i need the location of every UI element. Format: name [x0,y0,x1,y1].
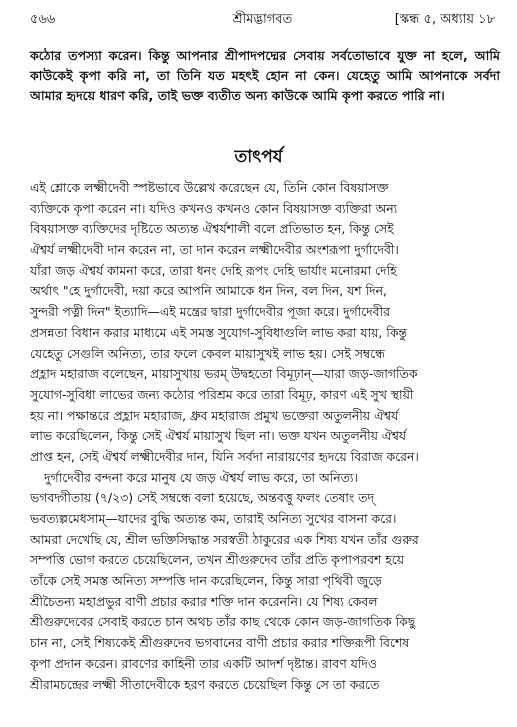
purport-line: প্রাপ্ত হন, সেই ঐশ্বর্য লক্ষ্মীদেবীর দান, যিনি সর্বদা নারায়ণের হৃদয়ে বিরাজ করেন। [30,448,419,464]
purport-line: এই শ্লোকে লক্ষ্মীদেবী স্পষ্টভাবে উল্লেখ করেছেন যে, তিনি কোন বিষয়াসক্ত [30,180,389,195]
purport-line: প্রহ্লাদ মহারাজ বলেছেন, মায়াসুখায় ভরম্ উদ্বহতো বিমূঢ়ান্—যারা জড়-জাগতিক [30,366,418,382]
purport-line: ভগবদ্গীতায় (৭/২৩) সেই সম্বন্ধে বলা হয়েছে, অন্তবত্তু ফলং তেষাং তদ্ [30,490,374,506]
purport-body [30,178,500,695]
purport-line: তাঁকে সেই সমস্ত অনিত্য সম্পত্তি দান করেছিলেন, কিন্তু সারা পৃথিবী জুড়ে [30,573,382,589]
purport-line: ভবত্যল্পমেধসাম্—যাদের বুদ্ধি অত্যন্ত কম, তারাই অনিত্য সুখের বাসনা করে। [30,511,397,526]
book-title: শ্রীমদ্ভাগবত [232,12,293,27]
purport-line: বিষয়াসক্ত ব্যক্তিদের দৃষ্টিতে অত্যন্ত ঐশ্বর্যশালী বলে প্রতিভাত হন, কিন্তু সেই [30,221,394,237]
purport-line: হয় না। পক্ষান্তরে প্রহ্লাদ মহারাজ, ধ্রুব মহারাজ প্রমুখ ভক্তেরা অতুলনীয় ঐশ্বর্য [30,407,399,423]
chapter-reference: [স্কন্ধ ৫, অধ্যায় ১৮ [394,12,495,27]
purport-line: লাভ করেছিলেন, কিন্তু সেই ঐশ্বর্য মায়াসুখ ছিল না। ভক্ত যখন অতুলনীয় ঐশ্বর্য [30,428,407,444]
purport-line: ব্যক্তিকে কৃপা করেন না। যদিও কখনও কখনও কোন বিষয়াসক্ত ব্যক্তিরা অন্য [30,200,398,216]
purport-line: শ্রীরামচন্দ্রের লক্ষ্মী সীতাদেবীকে হরণ করতে চেয়েছিল কিন্তু সে তা করতে [30,676,380,692]
translation-line: কঠোর তপস্যা করেন। কিন্তু আপনার শ্রীপাদপদ্মের সেবায় সর্বতোভাবে যুক্ত [30,48,417,63]
translation-line: কাউকে আমি কৃপা করতে পারি না। [271,88,445,103]
purport-line: প্রসন্নতা বিধান করার মাধ্যমে এই সমস্ত সুযোগ-সুবিধাগুলি লাভ করা যায়, কিন্তু [30,324,408,340]
purport-line: অর্থাৎ "হে দুর্গাদেবী, দয়া করে আপনি আমাকে ধন দিন, বল দিন, যশ দিন, [30,283,387,299]
purport-line: কৃপা প্রদান করেন। রাবণের কাহিনী তার একটি আদর্শ দৃষ্টান্ত। রাবণ যদিও [30,655,377,671]
purport-line: সুযোগ-সুবিধা লাভের জন্য কঠোর পরিশ্রম করে তারা বিমূঢ়, কারণ এই সুখ স্থায়ী [30,386,414,402]
purport-line: যেহেতু সেগুলি অনিত্য, তার ফলে কেবল মায়াসুখই লাভ হয়। সেই সম্বন্ধে [30,345,385,361]
purport-line: আমরা দেখেছি যে, শ্রীল ভক্তিসিদ্ধান্ত সরস্বতী ঠাকুরের এক শিষ্য যখন তাঁর গুরুর [30,531,419,547]
purport-line: যাঁরা জড় ঐশ্বর্য কামনা করে, তারা ধনং দেহি রূপং দেহি ভার্যাং মনোরমা দেহি [30,262,397,278]
purport-line: সম্পত্তি ভোগ করতে চেয়েছিলেন, তখন শ্রীগুরুদেব তাঁর প্রতি কৃপাপরবশ হয়ে [30,552,405,568]
verse-translation [30,46,500,106]
translation-line: না হলে, আমি কাউকেই কৃপা করি না, তা তিনি যত মহৎই হোন না কেন। [30,48,500,83]
page-header [30,10,495,30]
translation-line: যেহেতু আমি আপনাকে সর্বদা আমার হৃদয়ে ধারণ করি, তাই ভক্ত ব্যতীত অন্য [30,68,501,103]
translation-text [30,46,500,106]
purport-line: সুন্দরী পত্নী দিন" ইত্যাদি—এই মন্ত্রের দ্বারা দুর্গাদেবীর পূজা করে। দুর্গাদেবীর [30,304,390,320]
purport-line: শ্রীচৈতন্য মহাপ্রভুর বাণী প্রচার করার শক্তি দান করেননি। যে শিষ্য কেবল [30,593,378,609]
purport-line: ঐশ্বর্য লক্ষ্মীদেবী দান করেন না, তা দান করেন লক্ষ্মীদেবীর অংশরূপা দুর্গাদেবী। [30,242,399,258]
purport-line: চান না, সেই শিষ্যকেই শ্রীগুরুদেব ভগবানের বাণী প্রচার করার শক্তিরূপী বিশেষ [30,635,410,651]
purport-line: শ্রীগুরুদেবের সেবাই করতে চান অথচ তাঁর কাছ থেকে কোন জড়-জাগতিক কিছু [30,614,416,630]
purport-heading: তাৎপর্য [234,147,283,167]
page-number: ৫৬৬ [30,12,56,27]
purport-line: দুর্গাদেবীর বন্দনা করে মানুষ যে জড় ঐশ্বর্য লাভ করে, তা অনিত্য। [44,469,358,485]
